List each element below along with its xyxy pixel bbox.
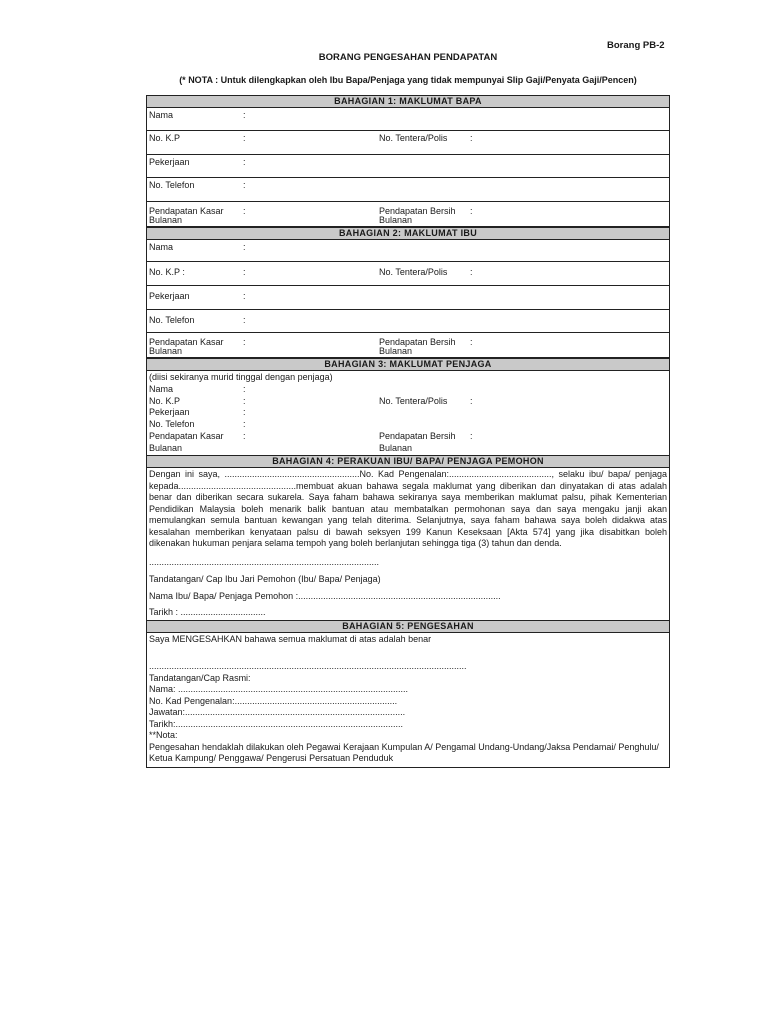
colon: :	[243, 110, 246, 120]
colon: :	[243, 430, 246, 441]
s3-pekerjaan-label: Pekerjaan	[149, 407, 190, 418]
s5-gap	[149, 645, 667, 661]
s4-signature-dots[interactable]: ............................................................................................	[149, 556, 380, 567]
s2-bersih-bulanan: Bulanan	[379, 346, 413, 356]
section-1-header: BAHAGIAN 1: MAKLUMAT BAPA	[147, 96, 669, 108]
s3-nokp-label: No. K.P	[149, 395, 181, 406]
s4-date-line[interactable]: Tarikh : ..................................	[149, 607, 266, 617]
form-code: Borang PB-2	[607, 40, 665, 51]
s2-nokp-row[interactable]	[147, 262, 669, 286]
colon: :	[243, 242, 246, 252]
s2-nokp-label: No. K.P :	[149, 267, 185, 277]
colon: :	[470, 133, 473, 143]
form-table	[146, 95, 670, 768]
s1-nama-label: Nama	[149, 110, 174, 120]
s2-pendapatan-row[interactable]	[147, 333, 669, 358]
s3-kasar-bulanan: Bulanan	[149, 442, 183, 453]
colon: :	[470, 267, 473, 277]
s3-kasar-line	[149, 431, 667, 443]
s5-confirm-text: Saya MENGESAHKAN bahawa semua maklumat di atas adalah benar	[149, 633, 432, 644]
s1-pendapatan-row[interactable]	[147, 202, 669, 227]
colon: :	[243, 206, 246, 216]
colon: :	[243, 395, 246, 406]
colon: :	[243, 291, 246, 301]
s4-signature-label: Tandatangan/ Cap Ibu Jari Pemohon (Ibu/ Bapa/ Penjaga)	[149, 574, 381, 584]
section-2-header: BAHAGIAN 2: MAKLUMAT IBU	[147, 227, 669, 240]
s1-kasar-bulanan: Bulanan	[149, 215, 183, 225]
s4-name-line[interactable]: Nama Ibu/ Bapa/ Penjaga Pemohon :.................................................................................	[149, 590, 501, 601]
s1-telefon-label: No. Telefon	[149, 180, 195, 190]
s2-bersih-label: Pendapatan Bersih	[379, 337, 456, 347]
s5-tarikh-line[interactable]: Tarikh:...........................................................................................	[149, 718, 404, 729]
s2-kasar-bulanan: Bulanan	[149, 346, 183, 356]
colon: :	[243, 407, 246, 418]
s2-nama-row[interactable]	[147, 240, 669, 262]
colon: :	[470, 395, 473, 406]
s3-nokp-line	[149, 396, 667, 408]
s1-pekerjaan-label: Pekerjaan	[149, 157, 190, 167]
s4-declaration-text: Dengan ini saya, ......................................................No. Kad Pengenalan:........................................., selaku ibu/ bapa/ penjaga kepada...............................................membuat akuan bahawa segala maklumat yang diberikan dan dinyatakan di atas adalah benar dan diberikan secara sukarela. Saya faham bahawa sekiranya saya memberikan maklumat palsu, pihak Kementerian Pendidikan Malaysia boleh menarik balik bantuan atau membatalkan permohonan saya dan saya mengaku janji akan memulangkan semula bantuan kewangan yang telah diterima. Selanjutnya, saya faham bahawa saya boleh didakwa atas kesalahan memberikan kenyataan palsu di bawah seksyen 199 Kanun Keseksaan [Akta 574] yang jika disabitkan boleh dikenakan hukuman penjara selama tempoh yang boleh berlanjutan sehingga tiga (3) tahun dan denda.	[149, 469, 667, 548]
s2-pekerjaan-row[interactable]	[147, 286, 669, 310]
colon: :	[243, 267, 246, 277]
s1-tentera-label: No. Tentera/Polis	[379, 133, 448, 143]
form-note: (* NOTA : Untuk dilengkapkan oleh Ibu Bapa/Penjaga yang tidak mempunyai Slip Gaji/Penyata Gaji/Pencen)	[179, 75, 637, 85]
colon: :	[243, 133, 246, 143]
s2-pekerjaan-label: Pekerjaan	[149, 291, 190, 301]
s5-jawatan-line[interactable]: Jawatan:........................................................................................	[149, 707, 406, 717]
section-3-header: BAHAGIAN 3: MAKLUMAT PENJAGA	[147, 358, 669, 371]
s3-block[interactable]	[147, 371, 669, 455]
s5-nama-line[interactable]: Nama: ............................................................................................	[149, 684, 409, 694]
s1-bersih-bulanan: Bulanan	[379, 215, 413, 225]
s3-intro: (diisi sekiranya murid tinggal dengan penjaga)	[149, 372, 333, 382]
s5-signature-dots[interactable]: ...............................................................................................................................	[149, 661, 467, 671]
s2-nama-label: Nama	[149, 242, 174, 252]
s3-tentera-label: No. Tentera/Polis	[379, 395, 448, 406]
colon: :	[243, 419, 246, 430]
s1-telefon-row[interactable]	[147, 178, 669, 202]
s2-kasar-label: Pendapatan Kasar	[149, 337, 224, 347]
s3-telefon-label: No. Telefon	[149, 419, 195, 430]
s5-block[interactable]	[147, 633, 669, 767]
s1-pekerjaan-row[interactable]	[147, 155, 669, 178]
section-5-header: BAHAGIAN 5: PENGESAHAN	[147, 620, 669, 633]
s3-kasar-label: Pendapatan Kasar	[149, 430, 224, 441]
s1-nama-row[interactable]	[147, 108, 669, 131]
colon: :	[470, 206, 473, 216]
s3-nama-line	[149, 384, 667, 396]
s2-telefon-label: No. Telefon	[149, 315, 195, 325]
colon: :	[243, 315, 246, 325]
s5-nota-text: Pengesahan hendaklah dilakukan oleh Pegawai Kerajaan Kumpulan A/ Pengamal Undang-Undang/Jaksa Pendamai/ Penghulu/ Ketua Kampung/ Penggawa/ Pengerusi Persatuan Penduduk	[149, 741, 659, 763]
s5-nota-label: **Nota:	[149, 730, 178, 740]
colon: :	[470, 337, 473, 347]
colon: :	[243, 180, 246, 190]
s1-kasar-label: Pendapatan Kasar	[149, 206, 224, 216]
s5-cap-label: Tandatangan/Cap Rasmi:	[149, 672, 251, 683]
s1-nokp-label: No. K.P	[149, 133, 181, 143]
colon: :	[243, 157, 246, 167]
colon: :	[470, 430, 473, 441]
s3-pekerjaan-line	[149, 407, 667, 419]
s2-telefon-row[interactable]	[147, 310, 669, 333]
colon: :	[243, 383, 246, 394]
s3-bersih-label: Pendapatan Bersih	[379, 430, 456, 441]
s3-telefon-line	[149, 419, 667, 431]
form-title: BORANG PENGESAHAN PENDAPATAN	[318, 52, 498, 63]
s5-kad-line[interactable]: No. Kad Pengenalan:.................................................................	[149, 695, 398, 706]
section-4-header: BAHAGIAN 4: PERAKUAN IBU/ BAPA/ PENJAGA PEMOHON	[147, 455, 669, 468]
colon: :	[243, 337, 246, 347]
s3-bulanan-line	[149, 443, 667, 455]
s3-nama-label: Nama	[149, 383, 174, 394]
s1-bersih-label: Pendapatan Bersih	[379, 206, 456, 216]
s2-tentera-label: No. Tentera/Polis	[379, 267, 448, 277]
s3-bersih-bulanan: Bulanan	[379, 442, 413, 453]
s1-nokp-row[interactable]	[147, 131, 669, 155]
s4-declaration-block[interactable]	[147, 468, 669, 620]
